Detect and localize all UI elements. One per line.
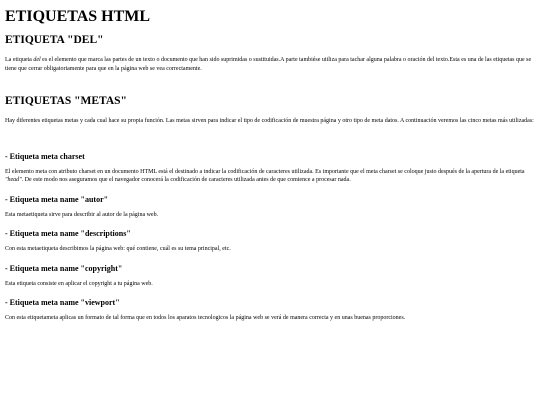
meta-descriptions-heading: - Etiqueta meta name "descriptions" — [5, 229, 131, 238]
meta-viewport-paragraph: Con esta etiquetameta aplicas un formato de tal forma que en todos los aparatos tecnologicos la página web se verá de manera correcta y en unas buenas proporciones. — [5, 315, 406, 321]
del-tag-name: del — [33, 57, 41, 63]
meta-copyright-paragraph: Esta etiqueta consiste en aplicar el copyright a tu página web. — [5, 280, 153, 287]
del-paragraph-end: es el elemento que marca las partes de un texto o documento que han sido suprimidas o sustituidas.A parte tambiése utiliza para tachar alguna palabra o oración del texto.Esta es una de las etiquetas que se tiene que cerrar obligatoriamente para que en la página web se vea correctamente. — [5, 57, 532, 72]
metas-intro-paragraph: Hay diferentes etiquetas metas y cada cual hace su propia función. Las metas sirven para indicar el tipo de codificación de muestra página y otro tipo de meta datos. A continuación veremos las cinco metas más utilizadas: — [5, 118, 534, 124]
metas-section-heading: ETIQUETAS "METAS" — [5, 95, 127, 107]
del-section-paragraph — [5, 56, 535, 73]
del-section-heading: ETIQUETA "DEL" — [5, 34, 104, 46]
charset-paragraph-end: . De este modo nos aseguramos que el navegador conocerá la codificación de caracteres utilizada antes de que comience a procesar nada. — [21, 177, 351, 183]
charset-paragraph-start: El elemento meta con atributo charset en un documento HTML está el destinado a indicar la codificación de caracteres utilizada. Es importante que el meta charset se coloque justo después de la apertura de la etiqueta — [5, 168, 525, 175]
meta-copyright-heading: - Etiqueta meta name "copyright" — [5, 263, 123, 273]
meta-autor-heading: - Etiqueta meta name "autor" — [5, 194, 109, 204]
meta-autor-paragraph: Esta metaetiqueta sirve para describir al autor de la página web. — [5, 211, 159, 218]
meta-charset-paragraph — [5, 168, 535, 185]
head-tag-name: "head" — [5, 177, 22, 183]
meta-charset-heading: - Etiqueta meta charset — [5, 151, 85, 161]
meta-descriptions-paragraph: Con esta metaetiqueta describimos la página web: qué contiene, cuál es su tema principal, etc. — [5, 246, 231, 252]
del-paragraph-start: La etiqueta — [5, 57, 34, 63]
page-title: ETIQUETAS HTML — [5, 8, 151, 25]
meta-viewport-heading: - Etiqueta meta name "viewport" — [5, 298, 120, 307]
